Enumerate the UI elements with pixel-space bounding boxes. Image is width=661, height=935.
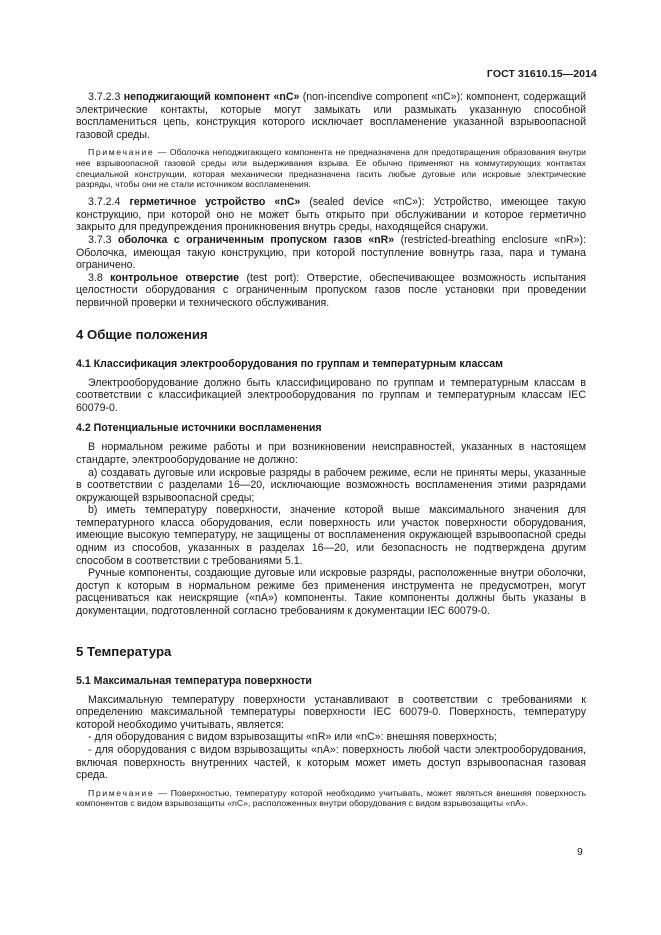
def-term: герметичное устройство «nC»: [129, 196, 301, 209]
note-label: Примечание: [88, 787, 155, 798]
section-5-heading: 5 Температура: [76, 643, 172, 659]
section-4-1-paragraph: Электрооборудование должно быть классифицировано по группам и температурным классам в соответствии с классификацией электрооборудования по группам и температурным классам IEC 60079-0.: [76, 376, 586, 414]
section-5-1-heading: 5.1 Максимальная температура поверхности: [76, 674, 312, 687]
note-non-incendive: [76, 147, 586, 190]
definition-3-7-3: [76, 234, 586, 272]
def-number: 3.7.2.4: [88, 196, 121, 209]
definition-3-7-2-4: [76, 196, 586, 234]
definition-3-8: [76, 272, 586, 310]
note-text: — Оболочка неподжигающего компонента не предназначена для предотвращения образования внутри нее взрывоопасной газовой среды или выдерживания взрыва. Ее обычно применяют на коммутирующих контактах специальной конструкции, которая механически предназначена гасить любые дуговые или искровые электрические разряды, чтобы они не стали источником воспламенения.: [76, 147, 586, 190]
section-4-2-item-b: b) иметь температуру поверхности, значение которой выше максимального значения для температурного класса оборудования, если поверхность или участок поверхности оборудования, имеющие высокую температуру, не защищены от воспламенения окружающей взрывоопасной среды одним из способов, указанных в разделах 16—20, или безопасность не подтверждена другим способом в соответствии с требованиями 5.1.: [76, 504, 586, 567]
section-5-1-paragraph: Максимальную температуру поверхности устанавливают в соответствии с требованиями к определению максимальной температуры поверхности IEC 60079-0. Поверхность, температуру которой необходимо учитывать, является:: [76, 693, 586, 731]
def-text: (test port): Отверстие, обеспечивающее возможность испытания целостности оборудования с ограниченным пропуском газов после установки при проведении первичной проверки и технического обслуживания.: [76, 271, 586, 309]
def-text: (restricted-breathing enclosure «nR»): Оболочка, имеющая такую конструкцию, при которой поступление вовнутрь газа, пара и тумана ограничено.: [76, 233, 586, 272]
note-text: — Поверхностью, температуру которой необходимо учитывать, может являться внешняя поверхность компонентов с видом взрывозащиты «nC», расположенных внутри оборудования с видом взрывозащиты «nA».: [76, 787, 586, 809]
def-term: неподжигающий компонент «nC»: [123, 91, 300, 103]
document-code-header: ГОСТ 31610.15—2014: [486, 68, 597, 80]
def-number: 3.7.3: [88, 233, 112, 246]
section-4-2-heading: 4.2 Потенциальные источники воспламенения: [76, 422, 322, 435]
note-surface: [76, 788, 586, 809]
def-number: 3.7.2.3: [88, 91, 121, 103]
note-label: Примечание: [88, 147, 155, 158]
section-4-1-heading: 4.1 Классификация электрооборудования по группам и температурным классам: [76, 357, 504, 370]
page-number: 9: [577, 846, 583, 858]
page-content: [76, 91, 586, 809]
section-4-heading: 4 Общие положения: [76, 326, 208, 342]
def-term: контрольное отверстие: [110, 271, 240, 284]
section-5-1-item-1: - для оборудования с видом взрывозащиты «nR» или «nC»: внешняя поверхность;: [88, 731, 498, 744]
def-text: (sealed device «nC»): Устройство, имеющее такую конструкцию, при которой оно не может быть открыто при обслуживании и которое герметично закрыто для предупреждения проникновения внутрь среды, находящейся снаружи.: [76, 196, 586, 234]
section-4-2-paragraph: В нормальном режиме работы и при возникновении неисправностей, указанных в настоящем стандарте, электрооборудование не должно:: [76, 441, 586, 466]
def-text: (non-incendive component «nC»): компонент, содержащий электрические контакты, которые могут замыкать или размыкать указанную способной воспламениться цепь, конструкция которого исключает воспламенение указанной взрывоопасной газовой среды.: [76, 91, 586, 141]
section-4-2-paragraph-2: Ручные компоненты, создающие дуговые или искровые разряды, расположенные внутри оболочки, доступ к которым в нормальном режиме без применения инструмента не предусмотрен, могут расцениваться как неискрящие («nA») компоненты. Такие компоненты должны быть указаны в документации, подготовленной согласно требованиям к документации IEC 60079-0.: [76, 567, 586, 618]
section-5-1-item-2: - для оборудования с видом взрывозащиты «nA»: поверхность любой части электрооборудования, включая поверхность внутренних частей, к которым может иметь доступ взрывоопасная газовая среда.: [76, 744, 586, 782]
section-4-2-item-a: а) создавать дуговые или искровые разряды в рабочем режиме, если не приняты меры, указанные в соответствии с разделами 16—20, исключающие возможность воспламенения этими разрядами окружающей взрывоопасной среды;: [76, 466, 586, 504]
def-number: 3.8: [88, 271, 103, 284]
definition-3-7-2-3: [76, 91, 586, 141]
def-term: оболочка с ограниченным пропуском газов «nR»: [118, 233, 395, 246]
